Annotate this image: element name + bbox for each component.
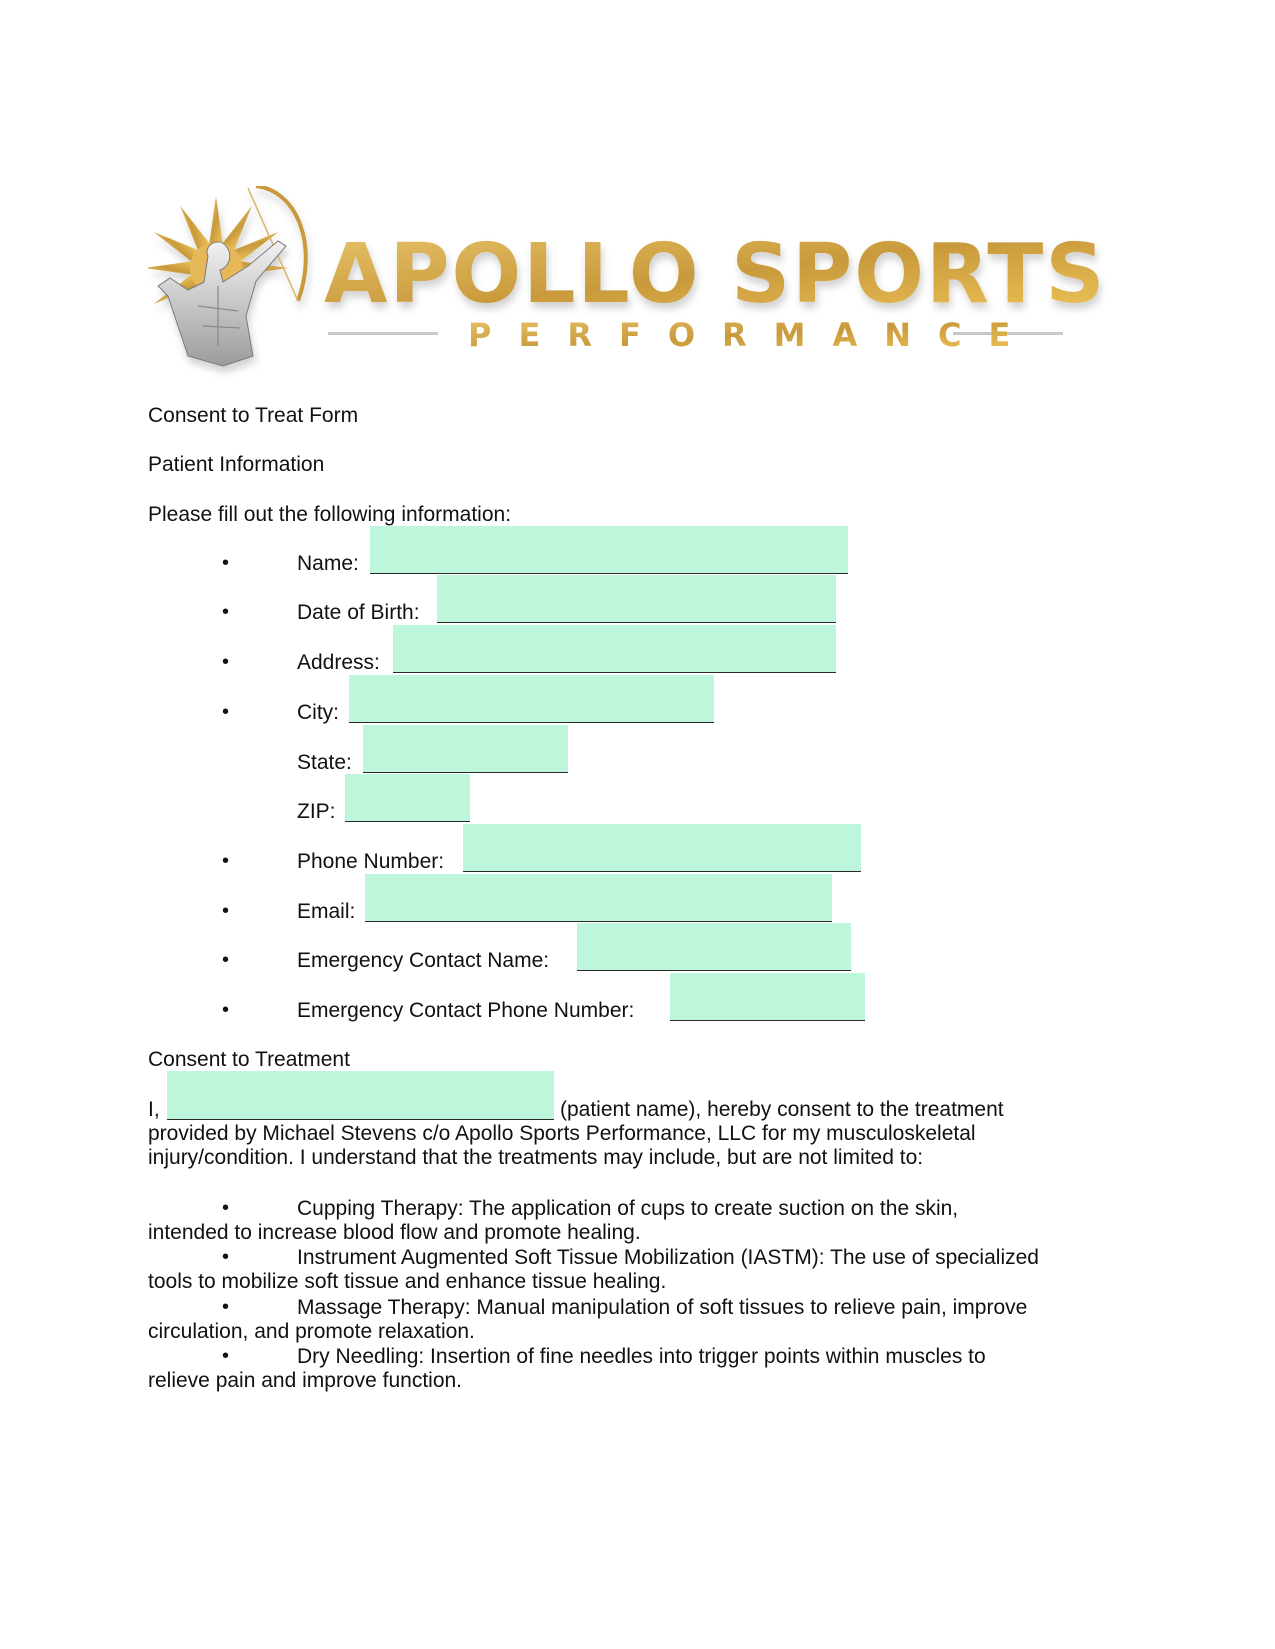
address-field[interactable] bbox=[393, 625, 836, 673]
bullet-glyph: • bbox=[222, 601, 230, 623]
treatment-massage-line-1: Massage Therapy: Manual manipulation of soft tissues to relieve pain, improve bbox=[297, 1296, 1028, 1319]
section-consent-to-treatment: Consent to Treatment bbox=[148, 1048, 350, 1071]
emergency-contact-name-label: Emergency Contact Name: bbox=[297, 949, 550, 972]
treatment-dry-needling-line-1: Dry Needling: Insertion of fine needles into trigger points within muscles to bbox=[297, 1345, 986, 1368]
emergency-contact-phone-label: Emergency Contact Phone Number: bbox=[297, 999, 635, 1022]
date-of-birth-field[interactable] bbox=[437, 575, 836, 623]
zip-field[interactable] bbox=[345, 774, 470, 822]
logo-brand-text: APOLLO SPORTS bbox=[324, 227, 1107, 322]
city-label: City: bbox=[297, 701, 339, 724]
logo-tagline-text: PERFORMANCE bbox=[468, 316, 1038, 354]
phone-number-field[interactable] bbox=[463, 824, 861, 872]
state-label: State: bbox=[297, 751, 352, 774]
bullet-glyph: • bbox=[222, 701, 230, 723]
email-field[interactable] bbox=[365, 874, 832, 922]
bullet-glyph: • bbox=[222, 900, 230, 922]
address-label: Address: bbox=[297, 651, 380, 674]
emergency-contact-phone-field[interactable] bbox=[670, 973, 865, 1021]
bullet-glyph: • bbox=[222, 552, 230, 574]
apollo-sports-logo bbox=[148, 186, 1128, 382]
treatment-iastm-line-2: tools to mobilize soft tissue and enhance tissue healing. bbox=[148, 1270, 667, 1293]
emergency-contact-name-field[interactable] bbox=[577, 923, 851, 971]
consent-line-3: injury/condition. I understand that the treatments may include, but are not limited to: bbox=[148, 1146, 924, 1169]
form-instructions: Please fill out the following information: bbox=[148, 503, 512, 526]
patient-name-field[interactable] bbox=[167, 1071, 554, 1120]
consent-prefix: I, bbox=[148, 1098, 160, 1121]
name-field[interactable] bbox=[370, 526, 848, 574]
section-patient-info: Patient Information bbox=[148, 453, 325, 476]
bullet-glyph: • bbox=[222, 850, 230, 872]
state-field[interactable] bbox=[363, 725, 568, 773]
consent-line-1: (patient name), hereby consent to the treatment bbox=[560, 1098, 1004, 1121]
treatment-dry-needling-line-2: relieve pain and improve function. bbox=[148, 1369, 463, 1392]
zip-label: ZIP: bbox=[297, 800, 336, 823]
email-label: Email: bbox=[297, 900, 356, 923]
treatment-iastm-line-1: Instrument Augmented Soft Tissue Mobilization (IASTM): The use of specialized bbox=[297, 1246, 1039, 1269]
phone-label: Phone Number: bbox=[297, 850, 445, 873]
logo-divider-left bbox=[328, 332, 438, 335]
bullet-glyph: • bbox=[222, 999, 230, 1021]
bullet-glyph: • bbox=[222, 1345, 230, 1367]
form-title: Consent to Treat Form bbox=[148, 404, 359, 427]
bullet-glyph: • bbox=[222, 1296, 230, 1318]
dob-label: Date of Birth: bbox=[297, 601, 420, 624]
bullet-glyph: • bbox=[222, 949, 230, 971]
treatment-cupping-line-2: intended to increase blood flow and promote healing. bbox=[148, 1221, 641, 1244]
apollo-archer-sun-icon bbox=[148, 186, 306, 366]
bullet-glyph: • bbox=[222, 1246, 230, 1268]
city-field[interactable] bbox=[349, 675, 714, 723]
name-label: Name: bbox=[297, 552, 359, 575]
treatment-massage-line-2: circulation, and promote relaxation. bbox=[148, 1320, 475, 1343]
consent-line-2: provided by Michael Stevens c/o Apollo Sports Performance, LLC for my musculoskeletal bbox=[148, 1122, 976, 1145]
bullet-glyph: • bbox=[222, 1197, 230, 1219]
treatment-cupping-line-1: Cupping Therapy: The application of cups to create suction on the skin, bbox=[297, 1197, 959, 1220]
bullet-glyph: • bbox=[222, 651, 230, 673]
